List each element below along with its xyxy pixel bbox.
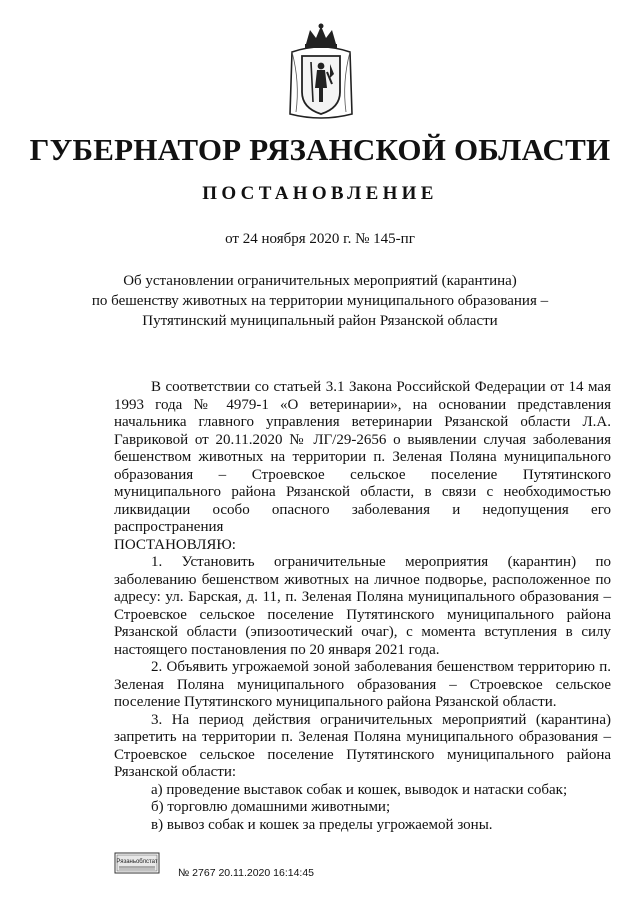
stamp-text: Рязаньоблстат [116, 859, 158, 865]
item-3a-subitem: а) проведение выставок собак и кошек, выводок и натаски собак; [151, 781, 568, 798]
subject-line: по бешенству животных на территории муниципального образования – [91, 293, 549, 309]
issuer-title: ГУБЕРНАТОР РЯЗАНСКОЙ ОБЛАСТИ [29, 132, 611, 167]
decree-word: ПОСТАНОВЛЯЮ: [114, 536, 236, 553]
registration-number: № 2767 20.11.2020 16:14:45 [178, 867, 315, 879]
preamble-paragraph: В соответствии со статьей 3.1 Закона Российской Федерации от 14 мая 1993 года № 4979-1 «О ветеринарии», на основании представления начальника главного управления ветеринарии Рязанской области Л.А. Гавриковой от 20.11.2020 № ЛГ/29-2656 о выявлении случая заболевания бешенством животных на территории п. Зеленая Поляна муниципального образования – Строевское сельское поселение Путятинского муниципального района Рязанской области, в связи с необходимостью ликвидации особо опасного заболевания и недопущения его распространения [114, 379, 611, 535]
item-3b-subitem: б) торговлю домашними животными; [151, 799, 391, 815]
document-type: ПОСТАНОВЛЕНИЕ [202, 183, 438, 204]
ryazan-coat-of-arms-icon [286, 22, 356, 122]
registry-stamp-icon [114, 852, 160, 874]
item-3c-subitem: в) вывоз собак и кошек за пределы угрожаемой зоны. [151, 816, 493, 833]
item-1-paragraph: 1. Установить ограничительные мероприятия (карантин) по заболеванию бешенством животных на личное подворье, расположенное по адресу: ул. Барская, д. 11, п. Зеленая Поляна муниципального образования – Строевское сельское поселение Путятинского муниципального района Рязанской области (эпизоотический очаг), с момента вступления в силу настоящего постановления по 20 января 2021 года. [114, 554, 611, 658]
item-3-paragraph: 3. На период действия ограничительных мероприятий (карантина) запретить на территории п. Зеленая Поляна муниципального образования – Строевское сельское поселение Путятинского муниципального района Рязанской области: [114, 711, 611, 780]
document-body [114, 379, 611, 834]
item-2-paragraph: 2. Объявить угрожаемой зоной заболевания бешенством территорию п. Зеленая Поляна муниципального образования – Строевское сельское поселение Путятинского муниципального района Рязанской области. [114, 659, 611, 710]
subject-line: Путятинский муниципальный район Рязанской области [142, 313, 498, 329]
date-number-line: от 24 ноября 2020 г. № 145-пг [225, 231, 415, 247]
document-subject [90, 271, 550, 331]
subject-line: Об установлении ограничительных мероприятий (карантина) [123, 273, 517, 289]
